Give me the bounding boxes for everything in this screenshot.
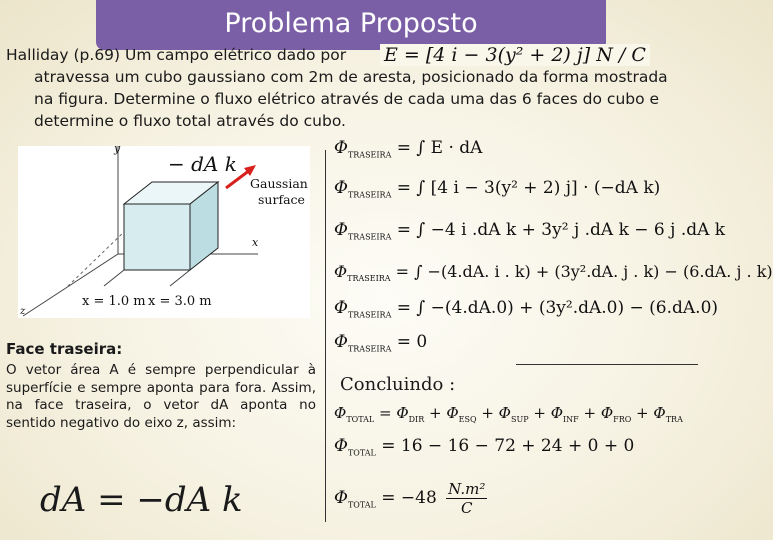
unit-numerator: N.m² bbox=[448, 480, 486, 498]
phi-symbol: Φ bbox=[334, 138, 348, 158]
conclusion-sum-line: $\Phi_{TOTAL} = \Phi_{DIR} + \Phi_{ESQ} + \Phi_{SUP} + \Phi_{INF} + \Phi_{FRO} + \Phi_{TRA}$ bbox=[334, 404, 683, 424]
conclusion-result-value: = −48 bbox=[381, 488, 437, 508]
figure-gaussian-label-1: Gaussian bbox=[250, 176, 308, 191]
field-equation bbox=[380, 44, 650, 66]
conclusion-values-text: = 16 − 16 − 72 + 24 + 0 + 0 bbox=[381, 436, 635, 456]
derivation-line-4-text: = ∫ −(4.dA. i . k) + (3y².dA. j . k) − (6.dA. j . k) bbox=[395, 262, 773, 281]
derivation-line-5: $\Phi_{TRASEIRA}$ = ∫ −(4.dA.0) + (3y².dA.0) − (6.dA.0) bbox=[334, 298, 719, 320]
derivation-line-1-text: = ∫ E · dA bbox=[396, 138, 483, 158]
derivation-line-2: $\Phi_{TRASEIRA}$ = ∫ [4 i − 3(y² + 2) j] · (−dA k) bbox=[334, 178, 661, 200]
figure-gaussian-label-2: surface bbox=[258, 192, 305, 207]
figure-x3-label: x = 3.0 m bbox=[148, 294, 212, 309]
figure-z-label: z bbox=[20, 306, 26, 317]
derivation-line-5-text: = ∫ −(4.dA.0) + (3y².dA.0) − (6.dA.0) bbox=[396, 298, 719, 318]
gaussian-cube-figure bbox=[18, 142, 310, 318]
conclusion-values-line: $\Phi_{TOTAL} = 16 - 16 - 72 + 24 + 0 + 0$ bbox=[334, 436, 635, 458]
field-equation-text: E = [4 i − 3(y² + 2) j] N / C bbox=[380, 44, 650, 66]
intro-line-1: Halliday (p.69) Um campo elétrico dado por bbox=[6, 46, 347, 64]
derivation-line-1 bbox=[334, 138, 482, 159]
figure-x-label: x bbox=[252, 236, 259, 249]
title-banner bbox=[96, 0, 606, 50]
cube-diagram bbox=[18, 146, 310, 318]
unit-denominator: C bbox=[461, 499, 473, 517]
area-vector-equation: dA = −dA k bbox=[40, 480, 243, 520]
figure-x1-label: x = 1.0 m bbox=[82, 294, 146, 309]
derivation-line-3: $\Phi_{TRASEIRA}$ = ∫ −4 i .dA k + 3y² j .dA k − 6 j .dA k bbox=[334, 220, 726, 242]
divider-horizontal bbox=[516, 364, 698, 365]
derivation-line-2-text: = ∫ [4 i − 3(y² + 2) j] · (−dA k) bbox=[396, 178, 661, 198]
intro-line-2: atravessa um cubo gaussiano com 2m de aresta, posicionado da forma mostrada bbox=[34, 68, 668, 86]
derivation-line-4: $\Phi_{TRASEIRA}$ = ∫ −(4.dA. i . k) + (3y².dA. j . k) − (6.dA. j . k) bbox=[334, 262, 773, 284]
figure-vector-label: − dA k bbox=[168, 152, 237, 176]
derivation-line-3-text: = ∫ −4 i .dA k + 3y² j .dA k − 6 j .dA k bbox=[396, 220, 726, 240]
phi-sub: TRASEIRA bbox=[347, 150, 392, 160]
intro-line-4: determine o fluxo total através do cubo. bbox=[34, 112, 346, 130]
cube-front-face bbox=[124, 204, 190, 270]
figure-y-label: y bbox=[114, 142, 121, 155]
divider-vertical bbox=[325, 150, 326, 522]
result-unit bbox=[446, 480, 487, 517]
derivation-line-6-text: = 0 bbox=[396, 332, 428, 352]
derivation-line-6: $\Phi_{TRASEIRA} = 0$ bbox=[334, 332, 428, 354]
conclusion-label: Concluindo : bbox=[340, 374, 456, 395]
page-title: Problema Proposto bbox=[224, 8, 478, 39]
face-explanation: O vetor área A é sempre perpendicular à superfície e sempre aponta para fora. Assim, na face traseira, o vetor dA aponta no sentido negativo do eixo z, assim: bbox=[6, 362, 316, 431]
face-title: Face traseira: bbox=[6, 340, 123, 358]
intro-line-3: na figura. Determine o fluxo elétrico através de cada uma das 6 faces do cubo e bbox=[34, 90, 660, 108]
conclusion-result-line: $\Phi_{TOTAL} = -48$ $\frac{\text{N.m²}}{C}$ bbox=[334, 480, 486, 517]
